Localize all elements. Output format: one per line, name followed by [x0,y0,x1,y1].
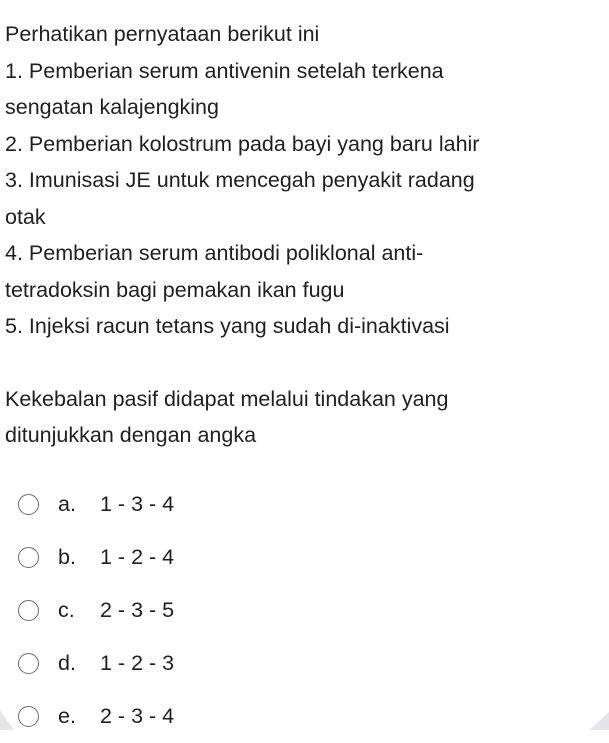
statement-line: tetradoksin bagi pemakan ikan fugu [5,277,345,302]
statement-line: 1. Pemberian serum antivenin setelah terkena [5,58,444,83]
statement-line: 2. Pemberian kolostrum pada bayi yang baru lahir [5,131,480,156]
question-prompt: Kekebalan pasif didapat melalui tindakan yang [5,386,449,411]
option-text: 1 - 2 - 4 [100,545,175,569]
statement-line: 5. Injeksi racun tetans yang sudah di-inaktivasi [5,314,450,338]
option-text: 2 - 3 - 4 [100,704,175,728]
question-text [5,16,605,454]
radio-unchecked-icon[interactable] [18,653,39,674]
question-prompt: ditunjukkan dengan angka [5,423,257,447]
statement-line: 3. Imunisasi JE untuk mencegah penyakit radang [5,168,475,192]
radio-unchecked-icon[interactable] [18,600,39,621]
option-text: 2 - 3 - 5 [100,598,175,622]
option-letter: d. [58,651,76,675]
statement-line: sengatan kalajengking [5,95,219,119]
option-b[interactable] [18,531,418,584]
option-letter: b. [58,545,76,569]
option-text: 1 - 3 - 4 [100,492,175,516]
radio-unchecked-icon[interactable] [18,494,39,515]
radio-unchecked-icon[interactable] [18,547,39,568]
statement-line: 4. Pemberian serum antibodi poliklonal anti- [5,241,424,265]
option-letter: c. [58,598,75,622]
option-a[interactable] [18,478,418,531]
question-intro: Perhatikan pernyataan berikut ini [5,22,320,46]
option-letter: a. [58,492,76,516]
bottom-edge-shade [0,700,609,730]
option-c[interactable] [18,584,418,637]
option-letter: e. [58,704,76,728]
option-text: 1 - 2 - 3 [100,651,175,675]
statement-line: otak [5,204,46,229]
option-d[interactable] [18,637,418,690]
